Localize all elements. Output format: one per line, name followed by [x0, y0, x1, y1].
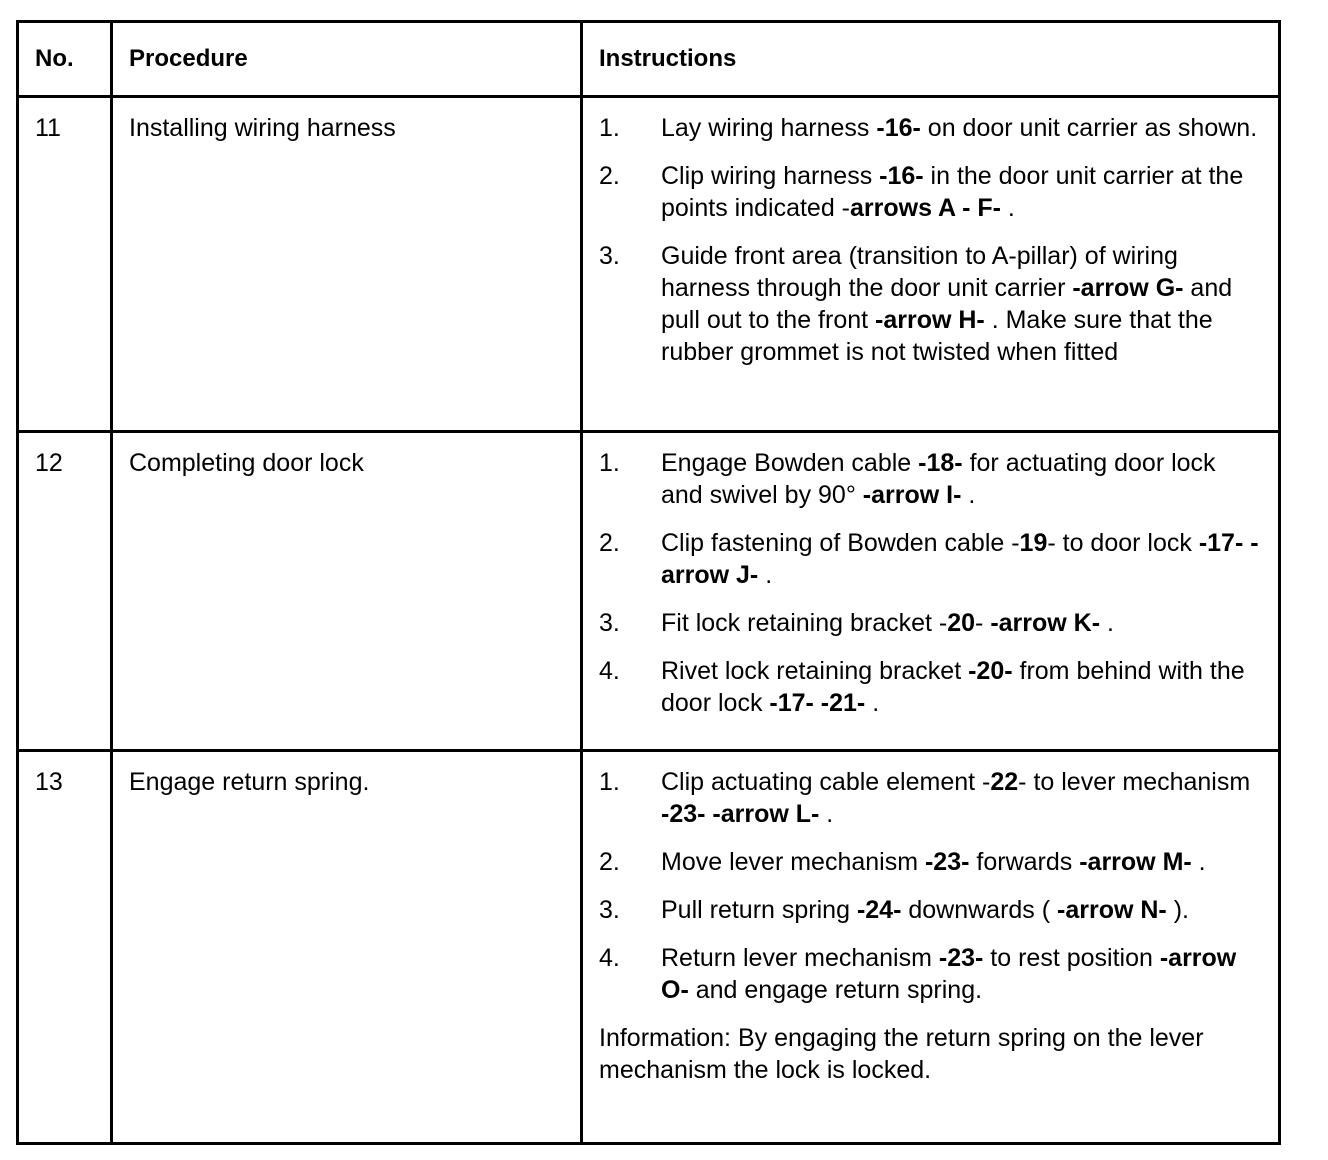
instruction-step [599, 527, 1264, 591]
instruction-step-number: 1. [599, 768, 620, 796]
instruction-text: Engage Bowden cable [661, 449, 919, 477]
instruction-step [599, 942, 1264, 1006]
instruction-text: - [975, 609, 991, 637]
reference-label: 19 [1019, 529, 1048, 557]
instruction-text: on door unit carrier as shown. [920, 114, 1258, 142]
instructions-cell [582, 751, 1280, 1144]
instruction-text: Rivet lock retaining bracket [661, 657, 969, 685]
instruction-step [599, 607, 1264, 639]
instruction-step-text [661, 894, 1264, 926]
instruction-step [599, 655, 1264, 719]
reference-label: -23- [924, 848, 970, 876]
instruction-step-number: 3. [599, 242, 620, 270]
instruction-text: . [1100, 609, 1114, 637]
procedure-name: Completing door lock [112, 432, 582, 751]
table-row [18, 751, 1280, 1144]
instruction-step-number: 4. [599, 657, 620, 685]
reference-label: -17- -21- [769, 689, 866, 717]
step-number: 12 [18, 432, 112, 751]
procedure-name: Engage return spring. [112, 751, 582, 1144]
instruction-list [599, 112, 1264, 368]
instruction-step-text [661, 240, 1264, 368]
header-instructions: Instructions [582, 22, 1280, 97]
instruction-step [599, 447, 1264, 511]
instruction-text: ). [1166, 896, 1189, 924]
instruction-text: and pull out to the front [661, 274, 1233, 334]
reference-label: -20- [968, 657, 1013, 685]
step-number: 13 [18, 751, 112, 1144]
instruction-step-number: 4. [599, 944, 620, 972]
instruction-text: . [819, 800, 834, 828]
instruction-text: Move lever mechanism [661, 848, 925, 876]
instruction-list [599, 766, 1264, 1006]
reference-label: -arrow H- [875, 306, 985, 334]
reference-label: -arrow M- [1079, 848, 1192, 876]
instruction-text: Lay wiring harness [661, 114, 877, 142]
instruction-step-text [661, 846, 1264, 878]
reference-label: -17- -arrow J- [661, 529, 1259, 589]
instruction-text: Fit lock retaining bracket - [661, 609, 948, 637]
instruction-text: from behind with the door lock [661, 657, 1245, 717]
instruction-step [599, 240, 1264, 368]
instruction-text: . [961, 481, 976, 509]
reference-label: -arrow K- [990, 609, 1101, 637]
instruction-text: Guide front area (transition to A-pillar) of wiring harness through the door unit carrier [661, 242, 1178, 302]
reference-label: -arrow N- [1057, 896, 1167, 924]
reference-label: -16- [879, 162, 924, 190]
instruction-step-text [661, 160, 1264, 224]
instruction-step [599, 846, 1264, 878]
instruction-text: Clip wiring harness [661, 162, 880, 190]
header-procedure: Procedure [112, 22, 582, 97]
reference-label: 22 [990, 768, 1019, 796]
instruction-step-text [661, 527, 1264, 591]
instruction-step-number: 1. [599, 449, 620, 477]
instruction-text: . Make sure that the rubber grommet is not twisted when fitted [661, 306, 1213, 366]
instruction-text: downwards ( [901, 896, 1058, 924]
instruction-step-text [661, 112, 1264, 144]
reference-label: -24- [856, 896, 902, 924]
instruction-text: Return lever mechanism [661, 944, 939, 972]
instruction-text: - to door lock [1047, 529, 1199, 557]
reference-label: arrows A - F- [850, 194, 1001, 222]
procedure-table [16, 20, 1281, 1145]
instructions-cell [582, 97, 1280, 432]
step-number: 11 [18, 97, 112, 432]
instruction-text: Pull return spring [661, 896, 857, 924]
table-row [18, 432, 1280, 751]
reference-label: 20 [947, 609, 976, 637]
information-note: Information: By engaging the return spring on the lever mechanism the lock is locked. [599, 1024, 1204, 1084]
instruction-text: . [1000, 194, 1015, 222]
instruction-list [599, 447, 1264, 719]
reference-label: -arrow I- [862, 481, 962, 509]
instruction-step-text [661, 447, 1264, 511]
header-row [18, 22, 1280, 97]
instruction-step-number: 1. [599, 114, 620, 142]
reference-label: -16- [876, 114, 921, 142]
instruction-text: and engage return spring. [688, 976, 983, 1004]
instruction-step [599, 160, 1264, 224]
reference-label: -18- [918, 449, 963, 477]
instruction-text: - to lever mechanism [1018, 768, 1251, 796]
instruction-step-number: 2. [599, 162, 620, 190]
instruction-step-number: 3. [599, 609, 620, 637]
instruction-step-text [661, 942, 1264, 1006]
instruction-text: forwards [969, 848, 1080, 876]
instruction-text: . [865, 689, 880, 717]
instruction-step-text [661, 607, 1264, 639]
instruction-step-text [661, 655, 1264, 719]
instruction-text: for actuating door lock and swivel by 90° [661, 449, 1216, 509]
instruction-step-number: 2. [599, 848, 620, 876]
table-row [18, 97, 1280, 432]
instruction-text: Clip fastening of Bowden cable - [661, 529, 1020, 557]
instruction-text: in the door unit carrier at the points indicated - [661, 162, 1244, 222]
instruction-step-number: 3. [599, 896, 620, 924]
instruction-step [599, 894, 1264, 926]
instruction-step [599, 766, 1264, 830]
instructions-cell [582, 432, 1280, 751]
instruction-text: . [1191, 848, 1206, 876]
instruction-text: Clip actuating cable element - [661, 768, 991, 796]
reference-label: -23- [938, 944, 984, 972]
reference-label: -arrow O- [661, 944, 1237, 1004]
reference-label: -arrow G- [1072, 274, 1184, 302]
instruction-text: . [758, 561, 773, 589]
reference-label: -23- -arrow L- [661, 800, 820, 828]
procedure-name: Installing wiring harness [112, 97, 582, 432]
header-no: No. [18, 22, 112, 97]
instruction-step-text [661, 766, 1264, 830]
instruction-step-number: 2. [599, 529, 620, 557]
instruction-text: to rest position [983, 944, 1160, 972]
instruction-step [599, 112, 1264, 144]
